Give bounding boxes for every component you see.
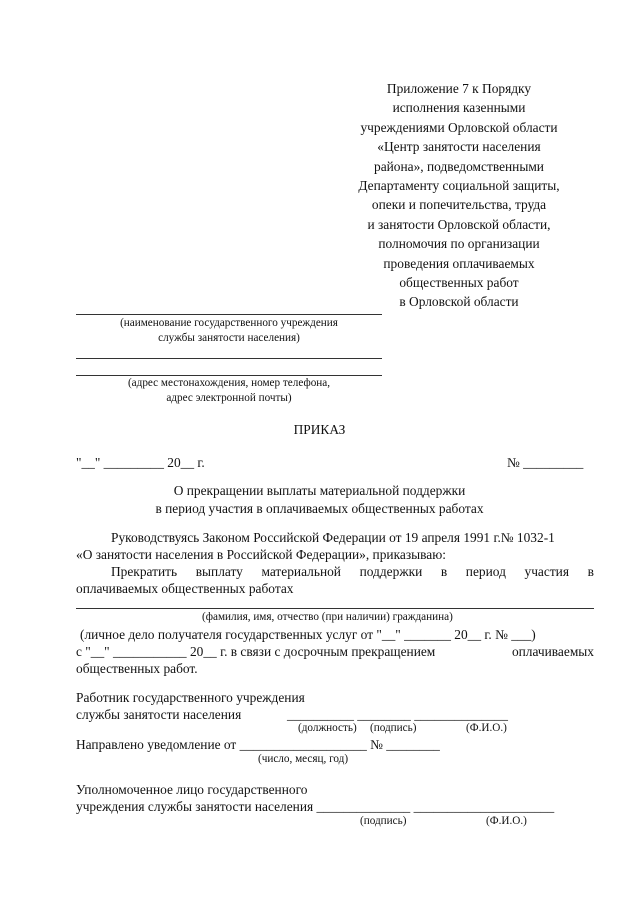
auth-caption-signature: (подпись) [360,815,407,827]
institution-name-line [76,314,382,315]
word: участия [524,564,569,579]
appendix-line: учреждениями Орловской области [360,119,558,135]
from-line-end: оплачиваемых [511,644,594,659]
appendix-line: Приложение 7 к Порядку [386,81,532,96]
subject-line-1: О прекращении выплаты материальной поддержки [173,483,466,498]
word: выплату [195,564,243,579]
institution-caption-1: (наименование государственного учреждения [120,317,338,329]
caption-position: (должность) [298,722,357,734]
word: поддержки [359,564,423,579]
from-line-2: общественных работ. [76,661,198,676]
fio-caption: (фамилия, имя, отчество (при наличии) гражданина) [202,611,453,623]
appendix-line: опеки и попечительства, труда [371,197,547,213]
appendix-line: района», подведомственными [374,158,544,174]
from-line-text: с "__" ___________ 20__ г. в связи с досрочным прекращением [76,644,436,659]
body-para1-line2: «О занятости населения в Российской Федерации», приказываю: [76,547,446,562]
subject-line-2: в период участия в оплачиваемых общественных работах [155,501,484,516]
appendix-line: полномочия по организации [378,236,540,252]
body-para2-line1 [111,564,594,580]
word: Прекратить [111,564,178,579]
caption-fio: (Ф.И.О.) [466,722,507,734]
address-line-2 [76,375,382,376]
notice-line: Направлено уведомление от ___________________ № ________ [76,737,440,752]
appendix-line: в Орловской области [399,294,519,310]
fio-line [76,608,594,609]
address-caption-2: адрес электронной почты) [166,392,292,404]
worker-sign-blanks: __________ ________ ______________ [287,707,508,722]
appendix-line: Департаменту социальной защиты, [358,178,560,194]
word: период [465,564,506,579]
appendix-line: проведения оплачиваемых [383,255,535,271]
word: материальной [261,564,341,579]
order-title: ПРИКАЗ [293,422,346,437]
appendix-line: общественных работ [399,275,519,291]
auth-label-1: Уполномоченное лицо государственного [76,782,308,797]
worker-label-2: службы занятости населения [76,707,242,722]
body-para2-line2: оплачиваемых общественных работах [76,581,294,596]
from-line [76,644,594,660]
order-date: "__" _________ 20__ г. [76,455,205,470]
word: в [440,564,448,579]
worker-label-1: Работник государственного учреждения [76,690,305,705]
word: в [587,564,594,579]
case-line: (личное дело получателя государственных услуг от "__" _______ 20__ г. № ___) [80,627,536,642]
appendix-header [318,79,600,312]
order-number: № _________ [507,455,584,470]
auth-label-2: учреждения службы занятости населения ______________ _____________________ [76,799,555,814]
body-para1-line1: Руководствуясь Законом Российской Федерации от 19 апреля 1991 г.№ 1032-1 [111,530,555,545]
notice-caption: (число, месяц, год) [258,753,349,765]
auth-caption-fio: (Ф.И.О.) [486,815,527,827]
caption-signature: (подпись) [370,722,417,734]
appendix-line: исполнения казенными [392,100,526,116]
address-caption-1: (адрес местонахождения, номер телефона, [127,377,331,389]
institution-caption-2: службы занятости населения) [158,332,300,344]
address-line-1 [76,358,382,359]
appendix-line: и занятости Орловской области, [367,216,551,232]
appendix-line: «Центр занятости населения [377,139,541,155]
